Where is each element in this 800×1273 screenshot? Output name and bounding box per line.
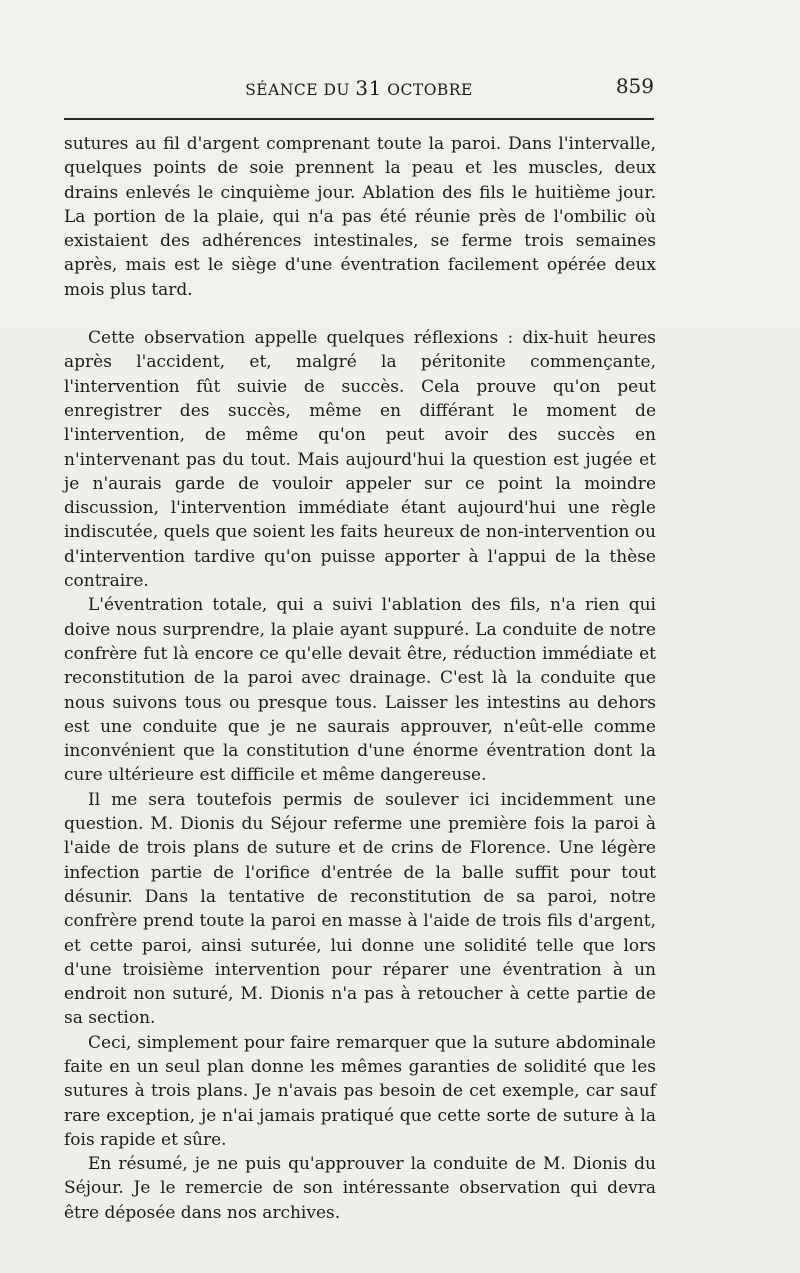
running-title (64, 76, 654, 100)
paragraph-1: sutures au fil d'argent comprenant toute la paroi. Dans l'intervalle, quelques points de soie prennent la peau et les muscles, deux drains enlevés le cinquième jour. Ablation des fils le huitième jour. La portion de la plaie, qui n'a pas été réunie près de l'ombilic où existaient des adhérences intestinales, se ferme trois semaines après, mais est le siège d'une éventration facilement opérée deux mois plus tard. (64, 134, 656, 300)
paragraph-3: L'éventration totale, qui a suivi l'ablation des fils, n'a rien qui doive nous surprendre, la plaie ayant suppuré. La conduite de notre confrère fut là encore ce qu'elle devait être, réduction immédiate et reconstitution de la paroi avec drainage. C'est là la conduite que nous suivons tous ou presque tous. Laisser les intestins au dehors est une conduite que je ne saurais approuver, n'eût-elle comme inconvénient que la constitution d'une énorme éventration dont la cure ultérieure est difficile et même dangereuse. (64, 595, 656, 786)
page-number: 859 (615, 74, 654, 98)
paragraph-2: Cette observation appelle quelques réflexions : dix-huit heures après l'accident, et, malgré la péritonite commençante, l'intervention fût suivie de succès. Cela prouve qu'on peut enregistrer des succès, même en différant le moment de l'intervention, de même qu'on peut avoir des succès en n'intervenant pas du tout. Mais aujourd'hui la question est jugée et je n'aurais garde de vouloir appeler sur ce point la moindre discussion, l'intervention immédiate étant aujourd'hui une règle indiscutée, quels que soient les faits heureux de non-intervention ou d'intervention tardive qu'on puisse apporter à l'appui de la thèse contraire. (64, 328, 656, 592)
header-rule (64, 118, 654, 120)
running-title-prefix: SÉANCE DU (245, 81, 350, 99)
paragraph-6: En résumé, je ne puis qu'approuver la conduite de M. Dionis du Séjour. Je le remercie de son intéressante observation qui devra être déposée dans nos archives. (64, 1154, 656, 1223)
running-title-day: 31 (355, 76, 382, 100)
paragraph-5: Ceci, simplement pour faire remarquer que la suture abdominale faite en un seul plan donne les mêmes garanties de solidité que les sutures à trois plans. Je n'avais pas besoin de cet exemple, car sauf rare exception, je n'ai jamais pratiqué que cette sorte de suture à la fois rapide et sûre. (64, 1032, 656, 1150)
paragraph-4: Il me sera toutefois permis de soulever ici incidemment une question. M. Dionis du Séjour referme une première fois la paroi à l'aide de trois plans de suture et de crins de Florence. Une légère infection partie de l'orifice d'entrée de la balle suffit pour tout désunir. Dans la tentative de reconstitution de sa paroi, notre confrère prend toute la paroi en masse à l'aide de trois fils d'argent, et cette paroi, ainsi suturée, lui donne une solidité telle que lors d'une troisième intervention pour réparer une éventration à un endroit non suturé, M. Dionis n'a pas à retoucher à cette partie de sa section. (64, 789, 656, 1029)
running-head (64, 72, 654, 98)
running-title-month: OCTOBRE (387, 81, 473, 99)
body-text (64, 132, 656, 1225)
